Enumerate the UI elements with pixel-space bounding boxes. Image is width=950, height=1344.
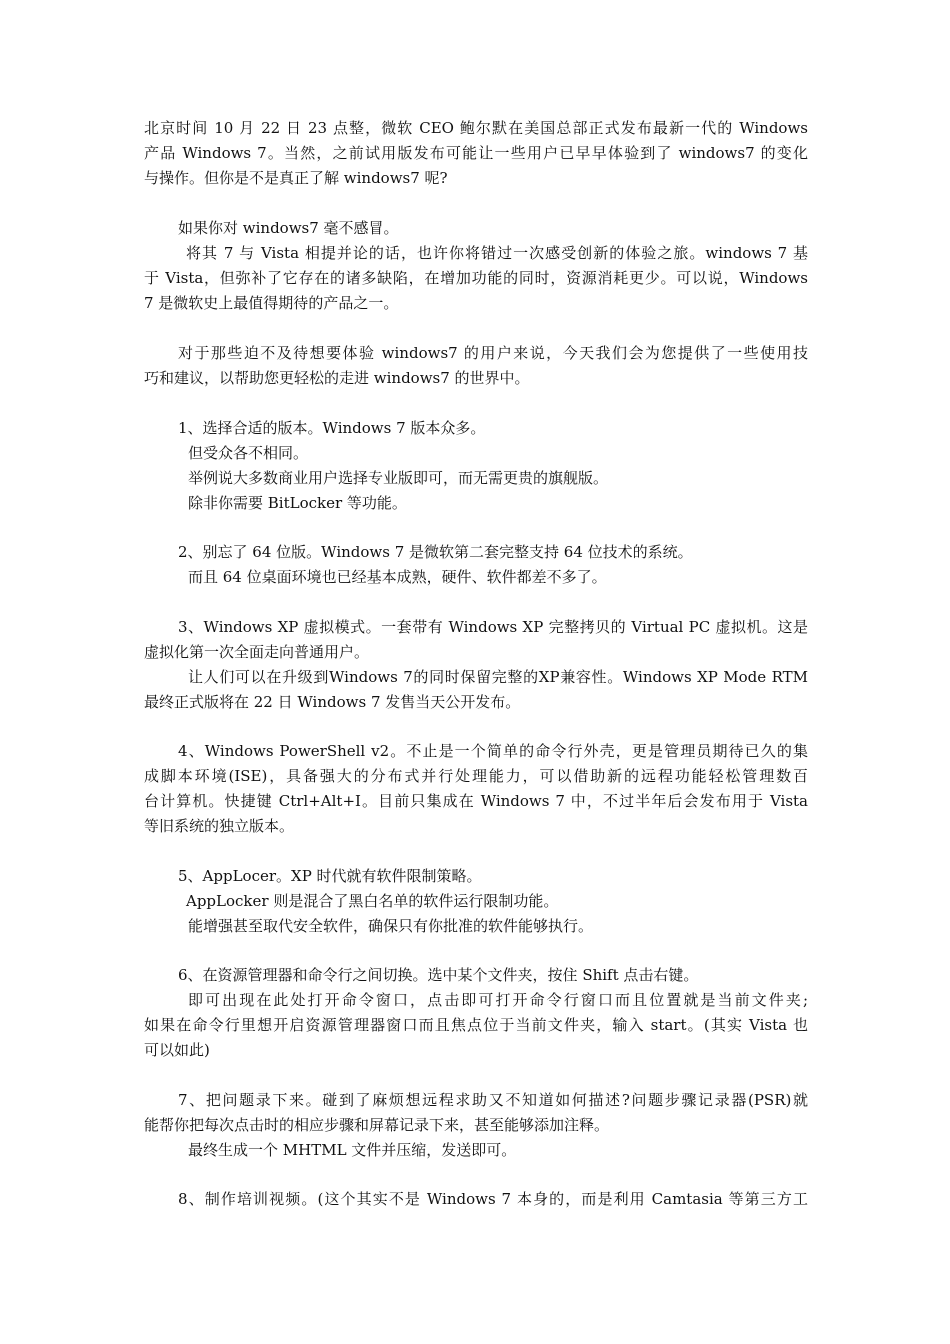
text-line: 7、把问题录下来。碰到了麻烦想远程求助又不知道如何描述?问题步骤记录器(PSR)就 <box>178 1091 808 1109</box>
text-line: 1、选择合适的版本。Windows 7 版本众多。 <box>178 419 486 437</box>
text-line: 巧和建议，以帮助您更轻松的走进 windows7 的世界中。 <box>144 369 530 387</box>
text-line: 5、AppLocer。XP 时代就有软件限制策略。 <box>178 867 482 885</box>
text-line: 等旧系统的独立版本。 <box>144 817 295 835</box>
text-line: 除非你需要 BitLocker 等功能。 <box>188 494 407 512</box>
text-line: 北京时间 10 月 22 日 23 点整，微软 CEO 鲍尔默在美国总部正式发布最新一代的 Windows <box>144 119 808 137</box>
text-line: 最终正式版将在 22 日 Windows 7 发售当天公开发布。 <box>144 693 521 711</box>
text-line: 4、Windows PowerShell v2。不止是一个简单的命令行外壳，更是管理员期待已久的集 <box>178 742 808 760</box>
text-line: 3、Windows XP 虚拟模式。一套带有 Windows XP 完整拷贝的 Virtual PC 虚拟机。这是 <box>178 618 808 636</box>
text-line: 虚拟化第一次全面走向普通用户。 <box>144 643 370 661</box>
text-line: 最终生成一个 MHTML 文件并压缩，发送即可。 <box>188 1141 517 1159</box>
text-line: 成脚本环境(ISE)，具备强大的分布式并行处理能力，可以借助新的远程功能轻松管理数百 <box>144 767 808 785</box>
text-line: 于 Vista，但弥补了它存在的诸多缺陷，在增加功能的同时，资源消耗更少。可以说，Windows <box>144 269 808 287</box>
text-line: 即可出现在此处打开命令窗口，点击即可打开命令行窗口而且位置就是当前文件夹; <box>188 991 808 1009</box>
text-line: 让人们可以在升级到Windows 7的同时保留完整的XP兼容性。Windows XP Mode RTM <box>188 668 808 686</box>
text-line: 台计算机。快捷键 Ctrl+Alt+I。目前只集成在 Windows 7 中，不过半年后会发布用于 Vista <box>144 792 808 810</box>
text-line: 产品 Windows 7。当然，之前试用版发布可能让一些用户已早早体验到了 windows7 的变化 <box>144 144 808 162</box>
text-line: 能增强甚至取代安全软件，确保只有你批准的软件能够执行。 <box>188 917 594 935</box>
text-line: 举例说大多数商业用户选择专业版即可，而无需更贵的旗舰版。 <box>188 469 609 487</box>
text-line: 而且 64 位桌面环境也已经基本成熟，硬件、软件都差不多了。 <box>188 568 607 586</box>
text-line: 但受众各不相同。 <box>188 444 309 462</box>
text-line: 可以如此) <box>144 1041 210 1059</box>
text-line: 如果在命令行里想开启资源管理器窗口而且焦点位于当前文件夹，输入 start。(其实 Vista 也 <box>144 1016 808 1034</box>
text-line: 对于那些迫不及待想要体验 windows7 的用户来说，今天我们会为您提供了一些使用技 <box>178 344 808 362</box>
text-line: AppLocker 则是混合了黑白名单的软件运行限制功能。 <box>186 892 559 910</box>
text-line: 7 是微软史上最值得期待的产品之一。 <box>144 294 399 312</box>
text-line: 8、制作培训视频。(这个其实不是 Windows 7 本身的，而是利用 Camtasia 等第三方工 <box>178 1190 808 1208</box>
text-line: 如果你对 windows7 毫不感冒。 <box>178 219 399 237</box>
text-line: 与操作。但你是不是真正了解 windows7 呢? <box>144 169 448 187</box>
text-line: 能帮你把每次点击时的相应步骤和屏幕记录下来，甚至能够添加注释。 <box>144 1116 610 1134</box>
text-line: 6、在资源管理器和命令行之间切换。选中某个文件夹，按住 Shift 点击右键。 <box>178 966 699 984</box>
text-line: 2、别忘了 64 位版。Windows 7 是微软第二套完整支持 64 位技术的系统。 <box>178 543 693 561</box>
text-line: 将其 7 与 Vista 相提并论的话，也许你将错过一次感受创新的体验之旅。windows 7 基 <box>186 244 808 262</box>
